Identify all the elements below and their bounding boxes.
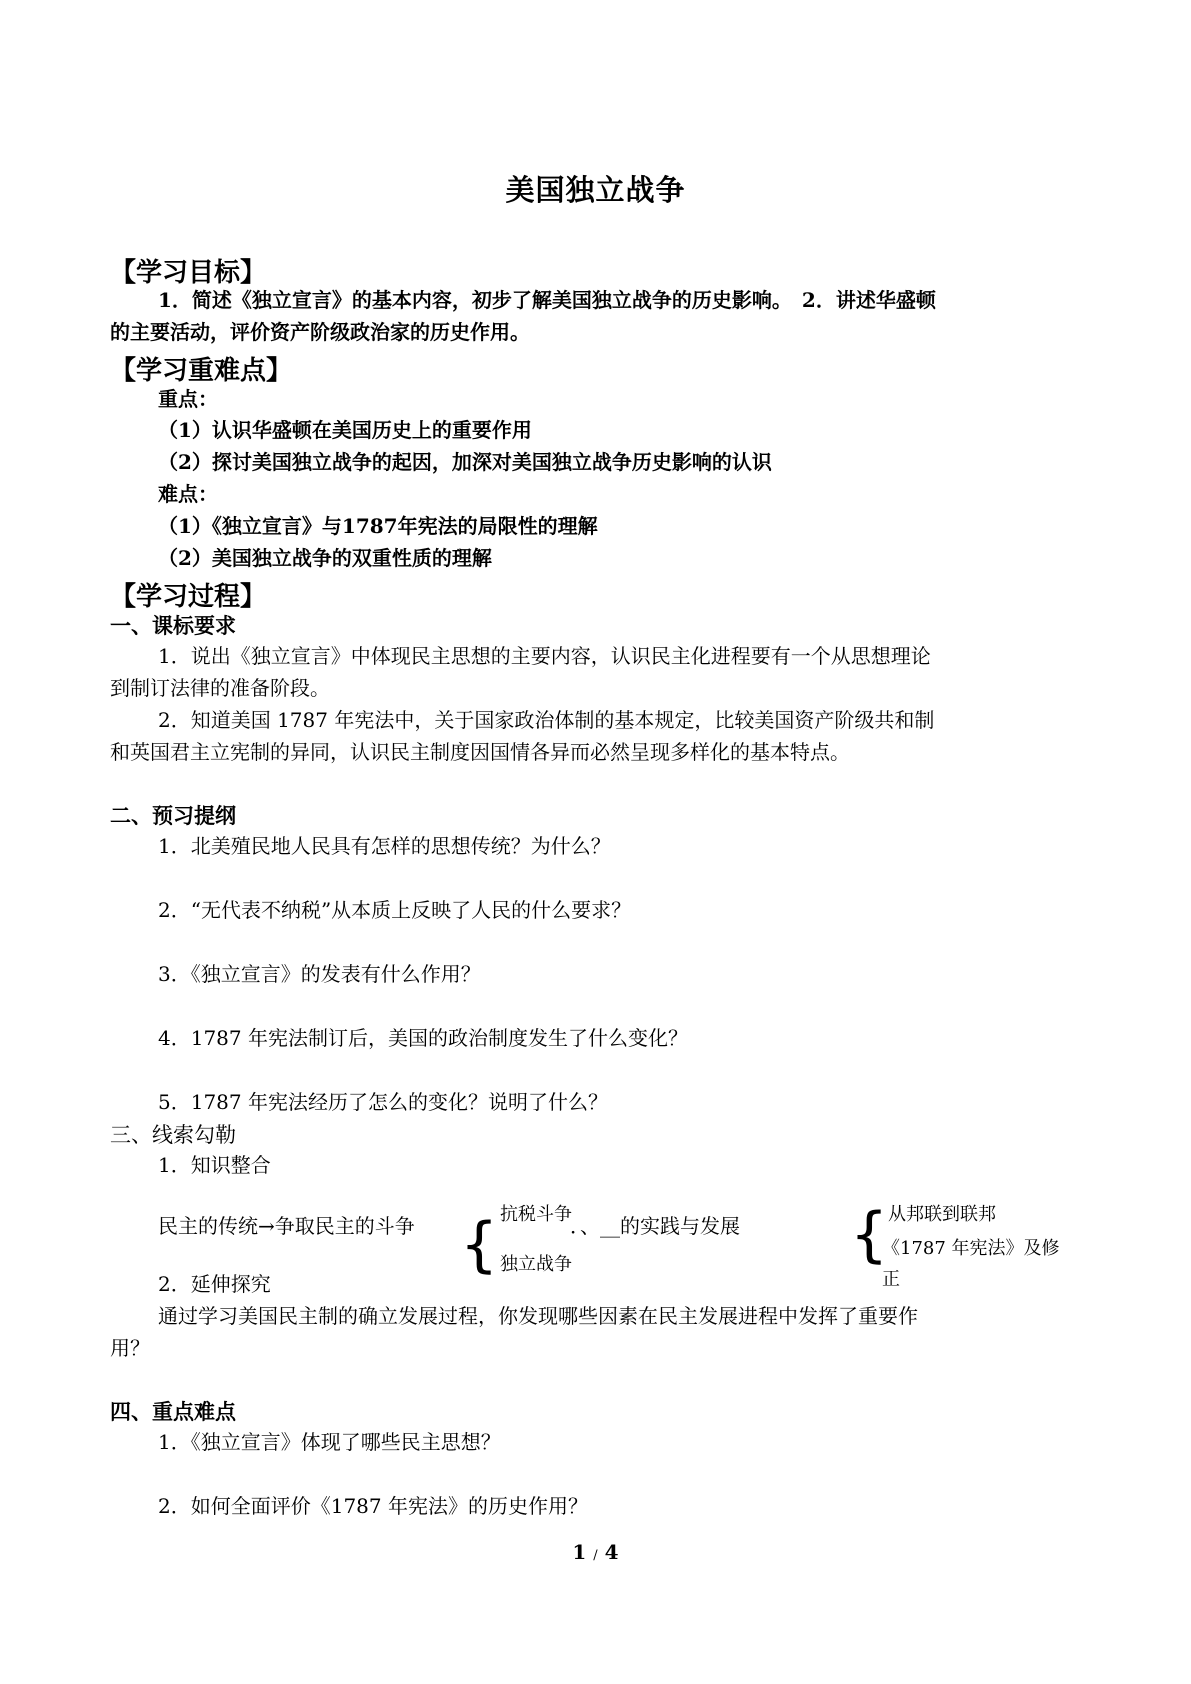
diagram-left-text: 民主的传统→争取民主的斗争 [158,1214,415,1238]
difficulty-label: 难点： [158,482,218,506]
section-4-question-2: 2．如何全面评价《1787 年宪法》的历史作用？ [158,1494,588,1518]
section-1-paragraph-2b: 和英国君主立宪制的异同，认识民主制度因国情各异而必然呈现多样化的基本特点。 [110,740,850,764]
goals-heading: 【学习目标】 [110,258,267,288]
section-3-subtitle-1: 1．知识整合 [158,1153,271,1177]
key-point-2: （2）探讨美国独立战争的起因，加深对美国独立战争历史影响的认识 [158,450,772,474]
page-number [0,1540,1191,1564]
diagram-middle-text: ．、__的实践与发展 [570,1214,740,1238]
process-heading: 【学习过程】 [110,582,267,612]
diagram-right-middle: 《1787 年宪法》及修 [882,1238,1060,1259]
page-total: 4 [604,1540,619,1564]
section-3-paragraph-a: 通过学习美国民主制的确立发展过程，你发现哪些因素在民主发展进程中发挥了重要作 [158,1304,918,1328]
section-4-title: 四、重点难点 [110,1399,236,1424]
section-4-question-1: 1．《独立宣言》体现了哪些民主思想？ [158,1430,501,1454]
section-2-question-2: 2．“无代表不纳税”从本质上反映了人民的什么要求？ [158,898,632,922]
key-point-1: （1）认识华盛顿在美国历史上的重要作用 [158,418,532,442]
section-3-subtitle-2: 2．延伸探究 [158,1272,271,1296]
goals-line-1: 1．简述《独立宣言》的基本内容，初步了解美国独立战争的历史影响。 2．讲述华盛顿 [158,288,936,312]
section-3-title: 三、线索勾勒 [110,1123,236,1147]
key-label: 重点： [158,387,218,411]
diagram-branch-bottom: 独立战争 [500,1254,572,1275]
goals-line-2: 的主要活动，评价资产阶级政治家的历史作用。 [110,320,530,344]
diagram-branch-top: 抗税斗争 [500,1204,572,1225]
difficulty-point-2: （2）美国独立战争的双重性质的理解 [158,546,492,570]
diagram-right-bottom: 正 [882,1269,900,1290]
diagram-right-top: 从邦联到联邦 [888,1204,996,1225]
section-1-paragraph-1a: 1．说出《独立宣言》中体现民主思想的主要内容，认识民主化进程要有一个从思想理论 [158,644,931,668]
section-1-title: 一、课标要求 [110,613,236,638]
page-separator: / [593,1548,598,1563]
section-2-question-1: 1．北美殖民地人民具有怎样的思想传统？为什么？ [158,834,611,858]
difficulty-point-1: （1）《独立宣言》与1787年宪法的局限性的理解 [158,514,598,538]
section-2-title: 二、预习提纲 [110,803,236,828]
section-3-paragraph-b: 用？ [110,1336,150,1360]
page-title: 美国独立战争 [505,173,686,207]
section-2-question-3: 3．《独立宣言》的发表有什么作用？ [158,962,481,986]
section-1-paragraph-1b: 到制订法律的准备阶段。 [110,676,330,700]
brace-left-icon: { [460,1210,499,1280]
keypoints-heading: 【学习重难点】 [110,356,293,386]
section-1-paragraph-2a: 2．知道美国 1787 年宪法中，关于国家政治体制的基本规定，比较美国资产阶级共和制 [158,708,935,732]
section-2-question-5: 5．1787 年宪法经历了怎么的变化？说明了什么？ [158,1090,608,1114]
brace-right-icon: { [850,1200,889,1270]
section-2-question-4: 4．1787 年宪法制订后，美国的政治制度发生了什么变化？ [158,1026,688,1050]
page-current: 1 [572,1540,587,1564]
